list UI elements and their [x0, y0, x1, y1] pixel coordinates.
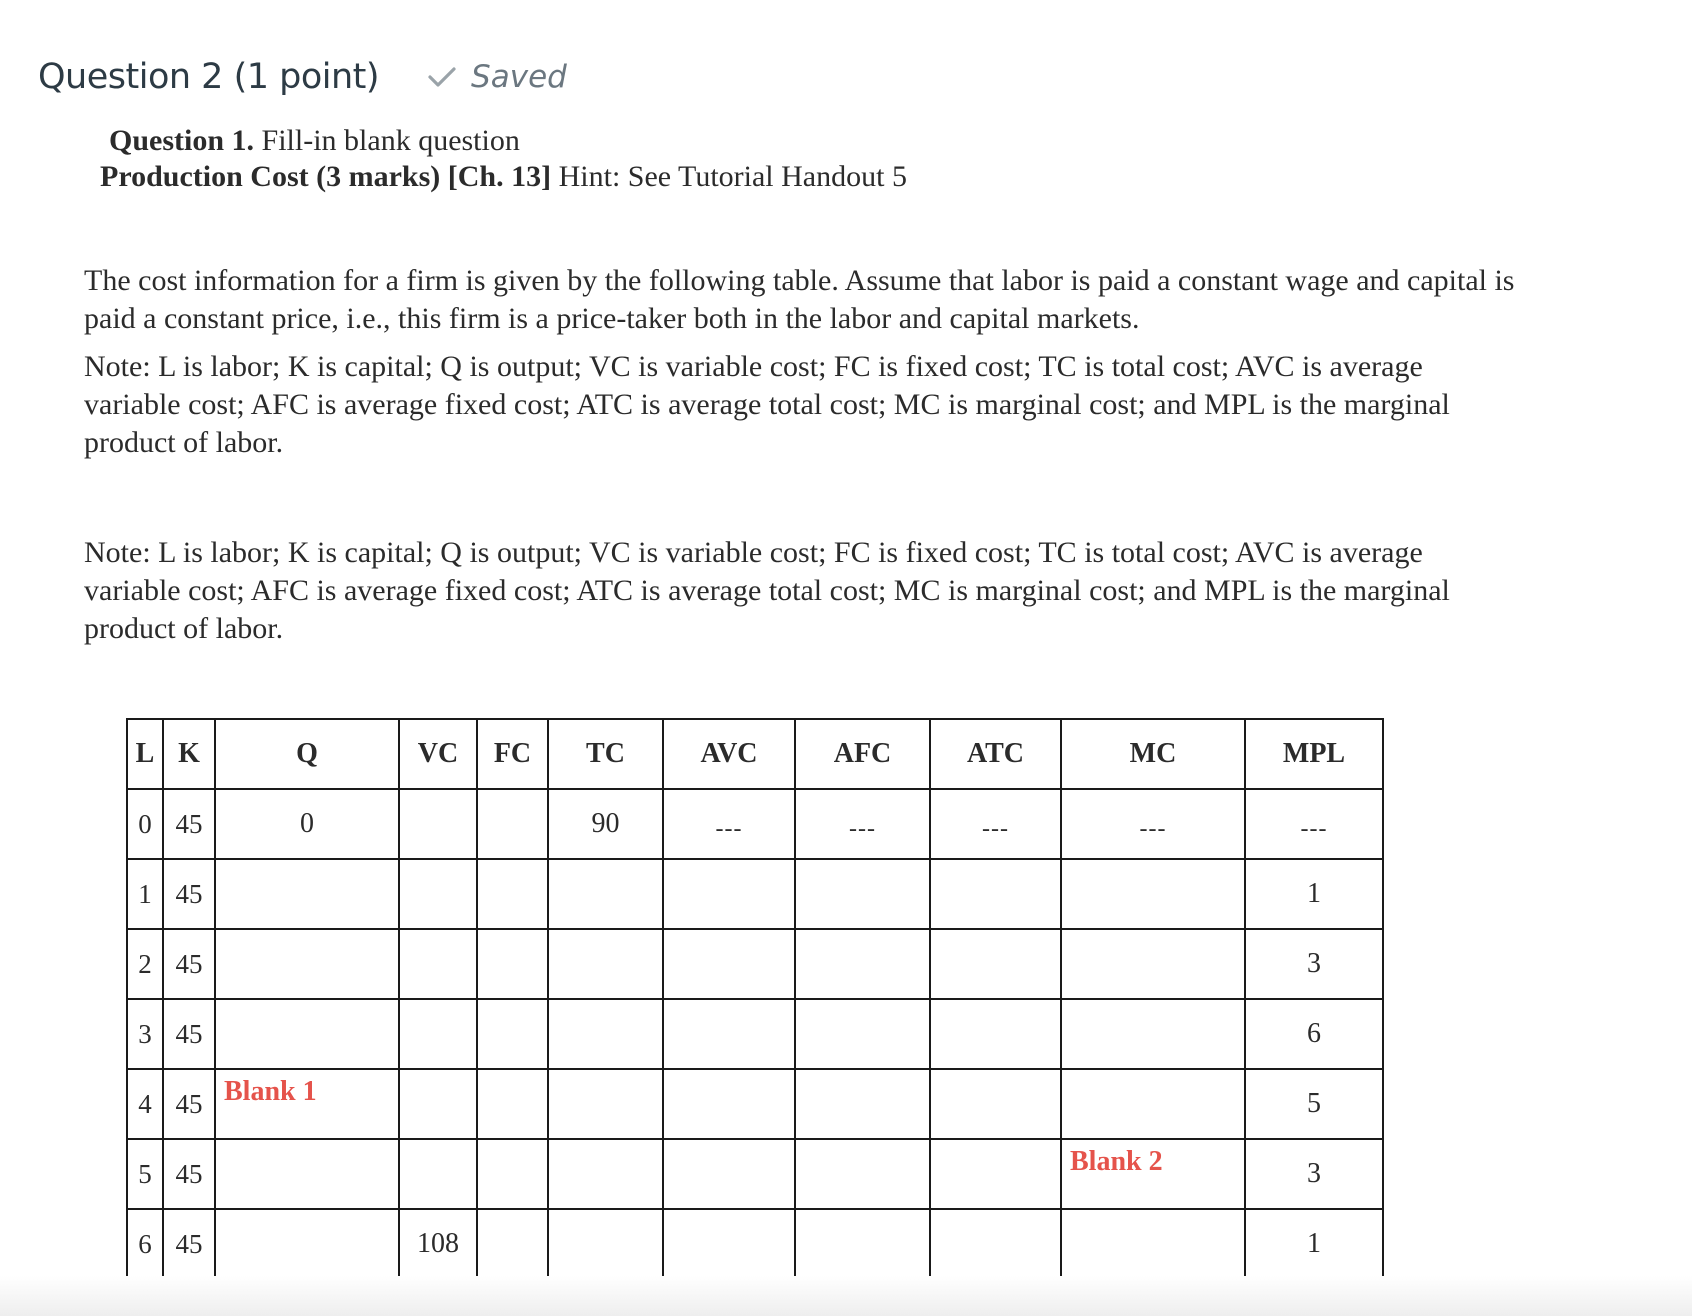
table-cell: 3 [127, 999, 163, 1069]
table-cell: 45 [163, 789, 215, 859]
table-cell [663, 1209, 795, 1279]
header-cell: FC [477, 719, 548, 789]
table-cell [930, 999, 1061, 1069]
table-cell [215, 929, 399, 999]
table-cell [930, 929, 1061, 999]
question-title [38, 57, 379, 97]
table-cell: 1 [1245, 859, 1383, 929]
table-cell [477, 859, 548, 929]
table-cell: 5 [127, 1139, 163, 1209]
table-cell [930, 789, 1061, 859]
table-cell [930, 1069, 1061, 1139]
table-cell [663, 1139, 795, 1209]
table-cell [663, 1069, 795, 1139]
table-cell: 45 [163, 929, 215, 999]
table-cell [795, 929, 930, 999]
table-cell [1061, 929, 1245, 999]
table-cell [795, 999, 930, 1069]
subheading-line1 [109, 124, 520, 158]
table-cell [663, 929, 795, 999]
table-cell: 45 [163, 999, 215, 1069]
table-cell: 1 [1245, 1209, 1383, 1279]
dash-text: --- [1139, 816, 1167, 842]
cost-table [126, 718, 1384, 1280]
table-cell: 108 [399, 1209, 477, 1279]
header-cell: MC [1061, 719, 1245, 789]
table-cell [663, 999, 795, 1069]
table-cell [548, 999, 663, 1069]
header-cell: AFC [795, 719, 930, 789]
question-header [38, 52, 567, 102]
table-cell [663, 789, 795, 859]
table-cell: 45 [163, 1209, 215, 1279]
table-cell [1061, 859, 1245, 929]
table-cell: 90 [548, 789, 663, 859]
header-cell: MPL [1245, 719, 1383, 789]
table-cell [477, 789, 548, 859]
table-cell [1061, 1209, 1245, 1279]
table-cell: 4 [127, 1069, 163, 1139]
table-cell [477, 1069, 548, 1139]
table-cell: 6 [127, 1209, 163, 1279]
blank-2-label: Blank 2 [1070, 1146, 1163, 1177]
table-cell [215, 1139, 399, 1209]
dash-text: --- [982, 816, 1009, 842]
table-cell [477, 999, 548, 1069]
table-cell [930, 859, 1061, 929]
dash-text: --- [849, 816, 876, 842]
blank-1-cell[interactable] [215, 1069, 399, 1139]
table-cell [795, 789, 930, 859]
table-cell [663, 859, 795, 929]
table-cell: 3 [1245, 1139, 1383, 1209]
bottom-shade [0, 1276, 1692, 1316]
table-cell: 45 [163, 859, 215, 929]
table-cell: 0 [127, 789, 163, 859]
table-cell [399, 789, 477, 859]
table-cell [795, 859, 930, 929]
header-cell: AVC [663, 719, 795, 789]
header-cell: VC [399, 719, 477, 789]
table-cell: 3 [1245, 929, 1383, 999]
table-row [127, 859, 1383, 929]
question-number: Question 2 [38, 57, 223, 97]
table-cell [1245, 789, 1383, 859]
checkmark-icon [427, 65, 457, 89]
table-cell [399, 859, 477, 929]
table-cell: 1 [127, 859, 163, 929]
table-cell: 45 [163, 1139, 215, 1209]
question-points: (1 point) [233, 57, 380, 97]
table-cell: 0 [215, 789, 399, 859]
subheading-line2-bold: Production Cost (3 marks) [Ch. 13] [100, 160, 552, 193]
table-cell [548, 1139, 663, 1209]
header-cell: ATC [930, 719, 1061, 789]
table-cell [215, 999, 399, 1069]
table-cell [399, 1069, 477, 1139]
table-cell: 45 [163, 1069, 215, 1139]
table-cell [215, 1209, 399, 1279]
header-cell: Q [215, 719, 399, 789]
table-cell [548, 859, 663, 929]
table-cell: 6 [1245, 999, 1383, 1069]
table-cell [477, 929, 548, 999]
dash-text: --- [715, 816, 743, 842]
table-cell [548, 929, 663, 999]
table-cell: 5 [1245, 1069, 1383, 1139]
blank-2-cell[interactable] [1061, 1139, 1245, 1209]
table-row [127, 789, 1383, 859]
table-row [127, 999, 1383, 1069]
table-row [127, 1209, 1383, 1279]
intro-paragraph: The cost information for a firm is given by the following table. Assume that labor is paid a constant wage and capital is paid a constant price, i.e., this firm is a price-taker both in the labor and capital markets. [84, 264, 1515, 335]
header-cell: TC [548, 719, 663, 789]
table-cell [795, 1069, 930, 1139]
table-cell [1061, 1069, 1245, 1139]
table-cell [1061, 789, 1245, 859]
table-cell: 2 [127, 929, 163, 999]
header-cell: K [163, 719, 215, 789]
saved-status [427, 59, 567, 95]
blank-1-label: Blank 1 [224, 1076, 317, 1107]
table-cell [795, 1209, 930, 1279]
table-cell [548, 1069, 663, 1139]
table-cell [930, 1209, 1061, 1279]
table-cell [477, 1209, 548, 1279]
table-cell [930, 1139, 1061, 1209]
table-cell [215, 859, 399, 929]
subheading-line2 [100, 160, 907, 194]
table-cell [399, 999, 477, 1069]
subheading-line1-bold: Question 1. [109, 124, 255, 157]
table-cell [1061, 999, 1245, 1069]
table-cell [795, 1139, 930, 1209]
note-paragraph-1: Note: L is labor; K is capital; Q is output; VC is variable cost; FC is fixed cost; TC is total cost; AVC is average variable cost; AFC is average fixed cost; ATC is average total cost; MC is marginal cost; and MPL is the marginal product of labor. [84, 350, 1450, 459]
saved-label: Saved [471, 59, 567, 95]
subheading-line1-rest: Fill-in blank question [254, 124, 520, 157]
table-cell [477, 1139, 548, 1209]
table-header-row [127, 719, 1383, 789]
table-cell [548, 1209, 663, 1279]
table-cell [399, 929, 477, 999]
table-cell [399, 1139, 477, 1209]
dash-text: --- [1300, 816, 1328, 842]
header-cell: L [127, 719, 163, 789]
table-row [127, 929, 1383, 999]
table-row [127, 1139, 1383, 1209]
subheading-line2-rest: Hint: See Tutorial Handout 5 [551, 160, 907, 193]
note-paragraph-2: Note: L is labor; K is capital; Q is output; VC is variable cost; FC is fixed cost; TC is total cost; AVC is average variable cost; AFC is average fixed cost; ATC is average total cost; MC is marginal cost; and MPL is the marginal product of labor. [84, 536, 1450, 645]
table-row [127, 1069, 1383, 1139]
